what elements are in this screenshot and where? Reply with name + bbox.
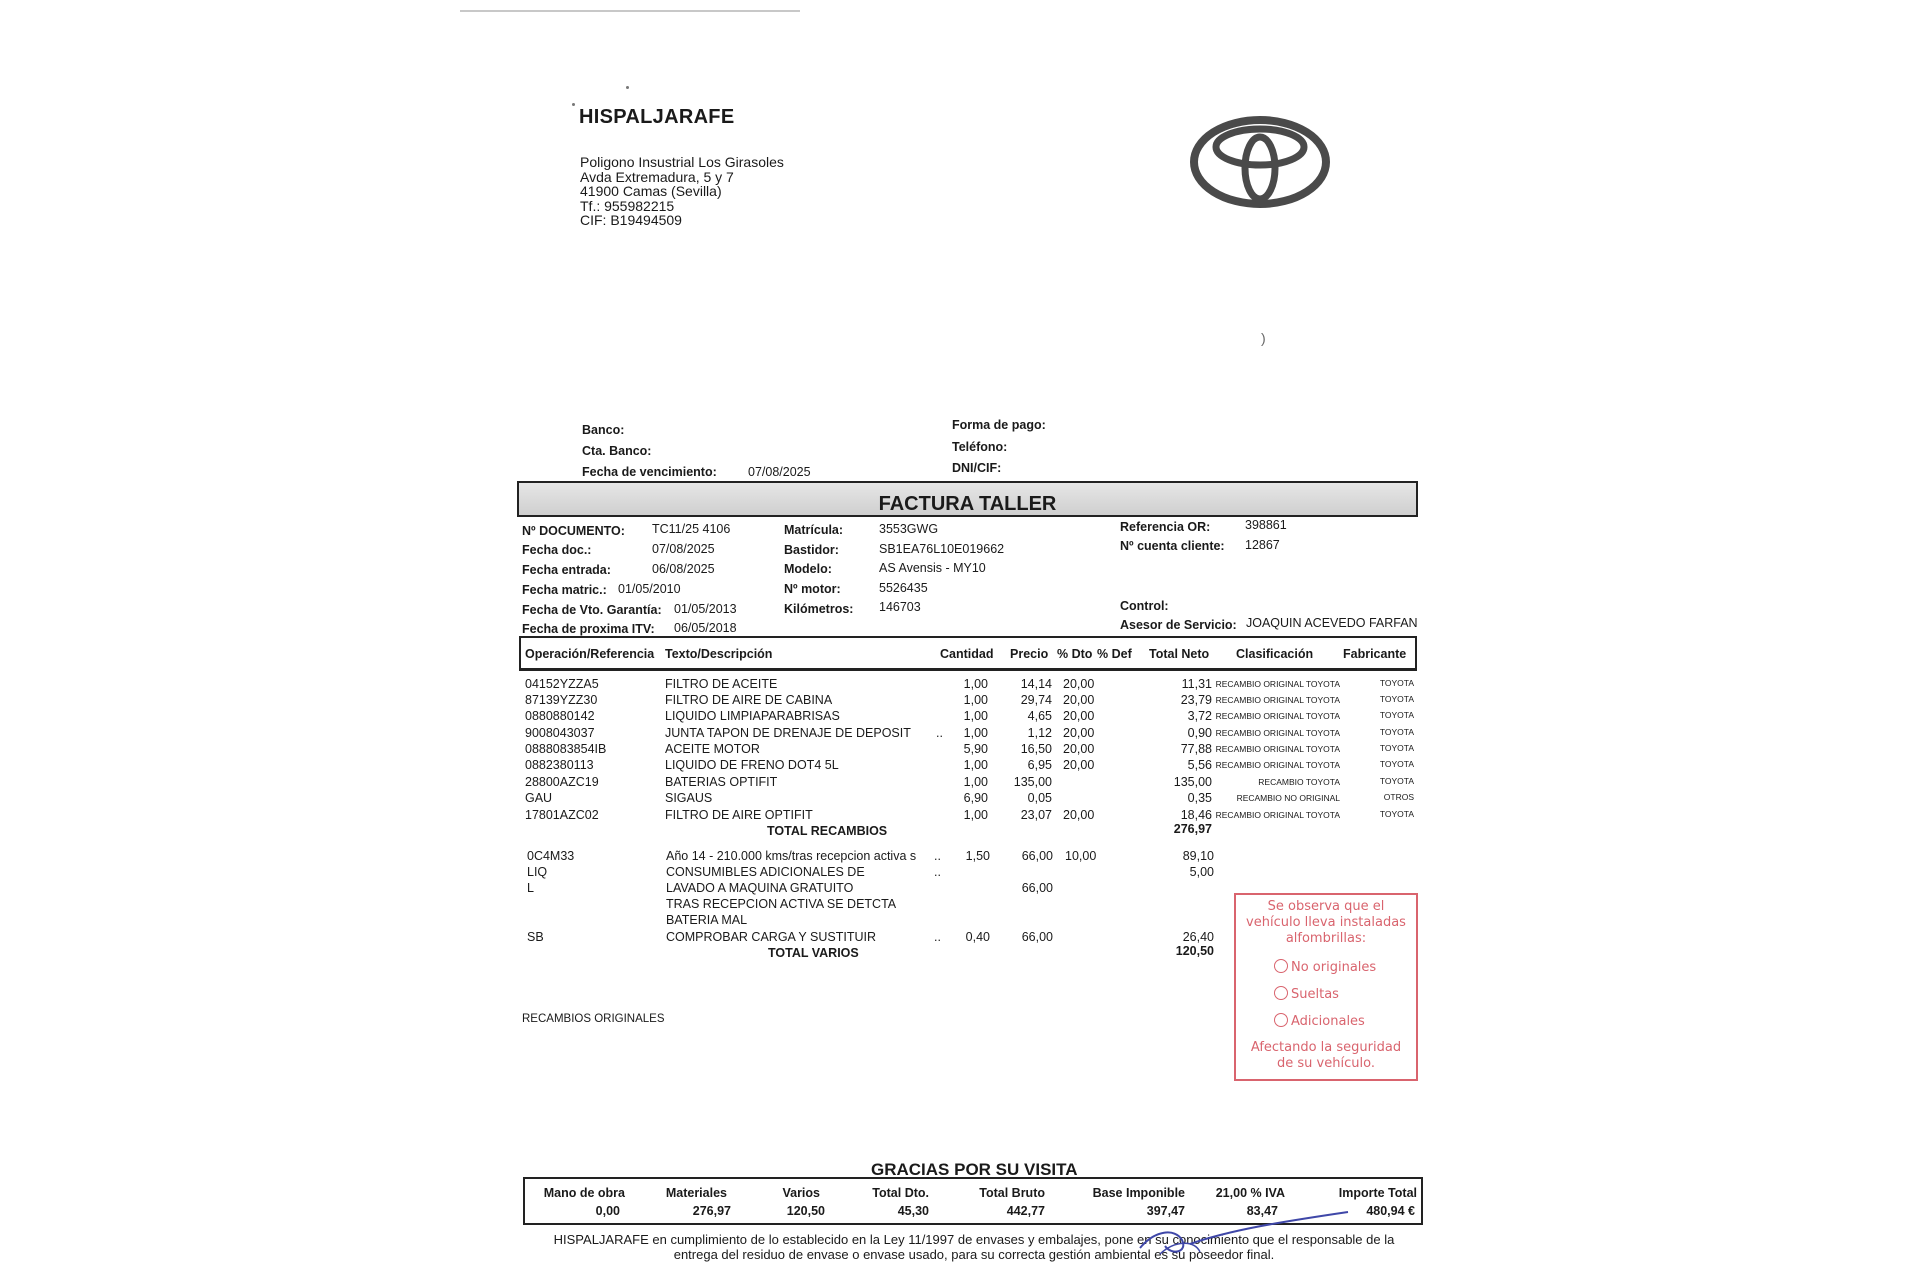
total-dto-label: Total Dto.	[872, 1186, 929, 1200]
row-desc: BATERIA MAL	[666, 913, 748, 927]
mano-obra-label: Mano de obra	[543, 1186, 625, 1200]
base-imponible-label: Base Imponible	[1092, 1186, 1185, 1200]
kilometros-label: Kilómetros:	[784, 602, 854, 616]
row-neto: 3,72	[1187, 709, 1212, 723]
row-neto: 89,10	[1182, 849, 1214, 863]
row-desc: ACEITE MOTOR	[665, 742, 760, 756]
asesor-value: JOAQUIN ACEVEDO FARFAN	[1246, 616, 1418, 630]
address-line: 41900 Camas (Sevilla)	[580, 183, 722, 199]
row-fabricante: TOYOTA	[1379, 809, 1414, 819]
invoice-title-bar	[517, 481, 1418, 517]
row-neto: 5,56	[1187, 758, 1212, 772]
stamp-option	[1274, 1013, 1365, 1029]
row-desc: LAVADO A MAQUINA GRATUITO	[666, 881, 854, 895]
forma-pago-label: Forma de pago:	[952, 418, 1046, 432]
row-ref: 0C4M33	[527, 849, 575, 863]
row-neto: 26,40	[1182, 930, 1214, 944]
checkbox-circle-icon	[1274, 1013, 1288, 1027]
stamp-option-label: Adicionales	[1291, 1014, 1365, 1029]
row-fabricante: OTROS	[1383, 792, 1414, 802]
row-price: 66,00	[1021, 881, 1053, 895]
modelo-value: AS Avensis - MY10	[879, 561, 986, 575]
row-dto: 20,00	[1063, 758, 1095, 772]
fecha-matric-label: Fecha matric.:	[522, 583, 607, 597]
referencia-or-label: Referencia OR:	[1120, 520, 1211, 534]
materiales-value: 276,97	[692, 1204, 731, 1218]
stamp-option	[1274, 986, 1339, 1002]
company-name: HISPALJARAFE	[579, 106, 735, 128]
stamp-text: vehículo lleva instaladas	[1246, 915, 1406, 930]
row-neto: 23,79	[1180, 693, 1212, 707]
row-fabricante: TOYOTA	[1379, 776, 1414, 786]
table-row	[0, 677, 1920, 693]
row-ref: 0882380113	[525, 758, 594, 772]
stamp-option	[1274, 959, 1376, 975]
row-qty: 1,00	[963, 677, 988, 691]
row-price: 135,00	[1013, 775, 1052, 789]
recambios-originales-note: RECAMBIOS ORIGINALES	[522, 1013, 665, 1025]
row-fabricante: TOYOTA	[1379, 694, 1414, 704]
stamp-text: Se observa que el	[1267, 899, 1385, 914]
total-dto-value: 45,30	[897, 1204, 929, 1218]
row-qty: 0,40	[965, 930, 990, 944]
checkbox-circle-icon	[1274, 959, 1288, 973]
col-texto: Texto/Descripción	[665, 647, 773, 661]
row-fabricante: TOYOTA	[1379, 678, 1414, 688]
table-row	[0, 913, 1920, 929]
col-dto: % Dto	[1057, 647, 1093, 661]
row-dto: 20,00	[1063, 709, 1095, 723]
row-price: 0,05	[1027, 791, 1052, 805]
row-fabricante: TOYOTA	[1379, 727, 1414, 737]
toyota-logo-icon	[1190, 116, 1330, 208]
cta-banco-label: Cta. Banco:	[582, 444, 652, 458]
row-neto: 5,00	[1189, 865, 1214, 879]
row-qty: 1,00	[963, 775, 988, 789]
row-price: 23,07	[1020, 808, 1052, 822]
stamp-text: de su vehículo.	[1277, 1056, 1375, 1071]
scan-top-edge	[460, 10, 800, 12]
address-line: Avda Extremadura, 5 y 7	[580, 168, 734, 185]
fecha-vencimiento-value: 07/08/2025	[748, 465, 811, 479]
fecha-entrada-value: 06/08/2025	[652, 562, 715, 576]
fecha-doc-value: 07/08/2025	[652, 542, 715, 556]
row-ref: SB	[527, 930, 544, 944]
row-price: 66,00	[1021, 849, 1053, 863]
row-fabricante: TOYOTA	[1379, 759, 1414, 769]
telefono-label: Teléfono:	[952, 440, 1008, 454]
row-clasificacion: RECAMBIO ORIGINAL TOYOTA	[1215, 695, 1340, 705]
row-ref: L	[527, 881, 534, 895]
row-desc: Año 14 - 210.000 kms/tras recepcion activa s	[666, 849, 917, 863]
table-row	[0, 865, 1920, 881]
total-bruto-label: Total Bruto	[979, 1186, 1045, 1200]
cuenta-cliente-value: 12867	[1245, 538, 1280, 552]
row-dto: 20,00	[1063, 677, 1095, 691]
row-qty: 6,90	[963, 791, 988, 805]
fecha-doc-label: Fecha doc.:	[522, 543, 592, 557]
col-total-neto: Total Neto	[1149, 647, 1210, 661]
row-clasificacion: RECAMBIO ORIGINAL TOYOTA	[1215, 760, 1340, 770]
col-def: % Def	[1097, 647, 1132, 661]
scan-speck	[572, 103, 575, 106]
row-price: 66,00	[1021, 930, 1053, 944]
address-line: Tf.: 955982215	[580, 197, 675, 214]
table-row	[0, 808, 1920, 824]
row-fabricante: TOYOTA	[1379, 743, 1414, 753]
row-ref: LIQ	[527, 865, 548, 879]
row-dto: 10,00	[1065, 849, 1097, 863]
matricula-label: Matrícula:	[784, 523, 844, 537]
total-varios-label: TOTAL VARIOS	[768, 946, 859, 960]
total-recambios-label: TOTAL RECAMBIOS	[767, 824, 888, 838]
row-qty: 1,00	[963, 693, 988, 707]
table-row	[0, 726, 1920, 742]
fecha-vencimiento-label: Fecha de vencimiento:	[582, 465, 717, 479]
row-price: 4,65	[1027, 709, 1052, 723]
referencia-or-value: 398861	[1245, 518, 1287, 532]
materiales-label: Materiales	[665, 1186, 727, 1200]
total-bruto-value: 442,77	[1006, 1204, 1045, 1218]
table-row	[0, 849, 1920, 865]
address-line: Poligono Insustrial Los Girasoles	[580, 154, 784, 170]
row-price: 6,95	[1027, 758, 1052, 772]
row-dots: ..	[934, 849, 941, 863]
invoice-title: FACTURA TALLER	[878, 493, 1057, 515]
dni-label: DNI/CIF:	[952, 461, 1002, 475]
table-row	[0, 775, 1920, 791]
table-row	[0, 742, 1920, 758]
row-neto: 18,46	[1180, 808, 1212, 822]
row-clasificacion: RECAMBIO NO ORIGINAL	[1236, 793, 1340, 803]
row-dots: ..	[934, 930, 941, 944]
row-ref: GAU	[525, 791, 553, 805]
row-price: 29,74	[1020, 693, 1052, 707]
row-neto: 135,00	[1173, 775, 1212, 789]
row-dto: 20,00	[1063, 742, 1095, 756]
varios-value: 120,50	[786, 1204, 825, 1218]
row-ref: 17801AZC02	[525, 808, 599, 822]
table-header	[519, 636, 1417, 671]
row-dots: ..	[934, 865, 941, 879]
cuenta-cliente-label: Nº cuenta cliente:	[1120, 539, 1225, 553]
fecha-entrada-label: Fecha entrada:	[522, 563, 611, 577]
row-price: 14,14	[1020, 677, 1052, 691]
stamp-text: alfombrillas:	[1285, 931, 1367, 946]
row-dto: 20,00	[1063, 726, 1095, 740]
row-ref: 04152YZZA5	[525, 677, 599, 691]
row-desc: COMPROBAR CARGA Y SUSTITUIR	[666, 930, 876, 944]
col-fabricante: Fabricante	[1343, 647, 1407, 661]
row-clasificacion: RECAMBIO TOYOTA	[1258, 777, 1340, 787]
row-qty: 1,00	[963, 726, 988, 740]
row-clasificacion: RECAMBIO ORIGINAL TOYOTA	[1215, 810, 1340, 820]
table-row	[0, 758, 1920, 774]
row-ref: 0880880142	[525, 709, 595, 723]
bastidor-label: Bastidor:	[784, 543, 839, 557]
row-qty: 1,50	[965, 849, 990, 863]
n-documento-label: Nº DOCUMENTO:	[522, 524, 625, 538]
row-dots: ..	[936, 726, 943, 740]
row-desc: BATERIAS OPTIFIT	[665, 775, 778, 789]
row-desc: LIQUIDO LIMPIAPARABRISAS	[665, 709, 840, 723]
stamp-option-label: Sueltas	[1291, 987, 1339, 1002]
modelo-label: Modelo:	[784, 562, 832, 576]
fecha-matric-value: 01/05/2010	[618, 582, 681, 596]
scan-speck	[626, 86, 629, 89]
row-neto: 0,35	[1187, 791, 1212, 805]
importe-total-label: Importe Total	[1338, 1186, 1417, 1200]
row-ref: 0888083854IB	[525, 742, 607, 756]
address-line: CIF: B19494509	[580, 212, 682, 228]
row-neto: 77,88	[1180, 742, 1212, 756]
stamp-text: Afectando la seguridad	[1250, 1040, 1402, 1055]
col-precio: Precio	[1010, 647, 1049, 661]
row-neto: 0,90	[1187, 726, 1212, 740]
col-clasificacion: Clasificación	[1236, 647, 1314, 661]
fecha-itv-label: Fecha de proxima ITV:	[522, 622, 655, 636]
row-clasificacion: RECAMBIO ORIGINAL TOYOTA	[1215, 744, 1340, 754]
row-qty: 5,90	[963, 742, 988, 756]
row-qty: 1,00	[963, 758, 988, 772]
row-qty: 1,00	[963, 808, 988, 822]
row-dto: 20,00	[1063, 808, 1095, 822]
row-desc: CONSUMIBLES ADICIONALES DE	[666, 865, 865, 879]
signature-scribble-icon	[1120, 1210, 1350, 1260]
iva-label: 21,00 % IVA	[1215, 1186, 1285, 1200]
row-fabricante: TOYOTA	[1379, 710, 1414, 720]
thanks-text: GRACIAS POR SU VISITA	[871, 1160, 1078, 1179]
row-desc: TRAS RECEPCION ACTIVA SE DETCTA	[666, 897, 897, 911]
row-desc: SIGAUS	[665, 791, 713, 805]
matricula-value: 3553GWG	[879, 522, 939, 536]
asesor-label: Asesor de Servicio:	[1120, 618, 1237, 632]
row-qty: 1,00	[963, 709, 988, 723]
row-price: 1,12	[1027, 726, 1052, 740]
control-label: Control:	[1120, 599, 1169, 613]
table-row	[0, 791, 1920, 807]
col-operacion: Operación/Referencia	[525, 647, 655, 661]
row-desc: FILTRO DE AIRE DE CABINA	[665, 693, 833, 707]
fecha-garantia-value: 01/05/2013	[674, 602, 737, 616]
row-desc: JUNTA TAPON DE DRENAJE DE DEPOSIT	[665, 726, 911, 740]
fecha-garantia-label: Fecha de Vto. Garantía:	[522, 603, 662, 617]
row-price: 16,50	[1020, 742, 1052, 756]
row-ref: 87139YZZ30	[525, 693, 598, 707]
row-neto: 11,31	[1181, 677, 1212, 691]
stray-mark: )	[1261, 330, 1266, 346]
bastidor-value: SB1EA76L10E019662	[879, 542, 1005, 556]
row-dto: 20,00	[1063, 693, 1095, 707]
col-cantidad: Cantidad	[940, 647, 994, 661]
motor-value: 5526435	[879, 581, 928, 595]
table-row	[0, 930, 1920, 946]
total-recambios-value: 276,97	[1173, 822, 1212, 836]
row-desc: LIQUIDO DE FRENO DOT4 5L	[665, 758, 839, 772]
row-ref: 9008043037	[525, 726, 595, 740]
kilometros-value: 146703	[879, 600, 921, 614]
legal-line: HISPALJARAFE en cumplimiento de lo establecido en la Ley 11/1997 de envases y embalajes, pone en su conocimiento que el responsable de la	[553, 1232, 1395, 1247]
row-clasificacion: RECAMBIO ORIGINAL TOYOTA	[1215, 679, 1340, 689]
row-ref: 28800AZC19	[525, 775, 599, 789]
n-documento-value: TC11/25 4106	[652, 522, 731, 536]
table-row	[0, 693, 1920, 709]
fecha-itv-value: 06/05/2018	[674, 621, 737, 635]
row-clasificacion: RECAMBIO ORIGINAL TOYOTA	[1215, 728, 1340, 738]
stamp-option-label: No originales	[1291, 960, 1377, 975]
banco-label: Banco:	[582, 423, 625, 437]
company-address	[580, 155, 784, 228]
importe-total-value: 480,94 €	[1366, 1204, 1415, 1218]
mano-obra-value: 0,00	[595, 1204, 620, 1218]
alfombrillas-stamp	[1234, 893, 1418, 1081]
motor-label: Nº motor:	[784, 582, 841, 596]
row-clasificacion: RECAMBIO ORIGINAL TOYOTA	[1215, 711, 1340, 721]
base-imponible-value: 397,47	[1146, 1204, 1185, 1218]
table-row	[0, 881, 1920, 897]
total-varios-value: 120,50	[1175, 944, 1214, 958]
iva-value: 83,47	[1246, 1204, 1278, 1218]
row-desc: FILTRO DE AIRE OPTIFIT	[665, 808, 813, 822]
table-row	[0, 709, 1920, 725]
table-row	[0, 897, 1920, 913]
legal-line: entrega del residuo de envase o envase usado, para su correcta gestión ambiental es su poseedor final.	[673, 1247, 1275, 1262]
row-desc: FILTRO DE ACEITE	[665, 677, 778, 691]
varios-label: Varios	[782, 1186, 820, 1200]
checkbox-circle-icon	[1274, 986, 1288, 1000]
